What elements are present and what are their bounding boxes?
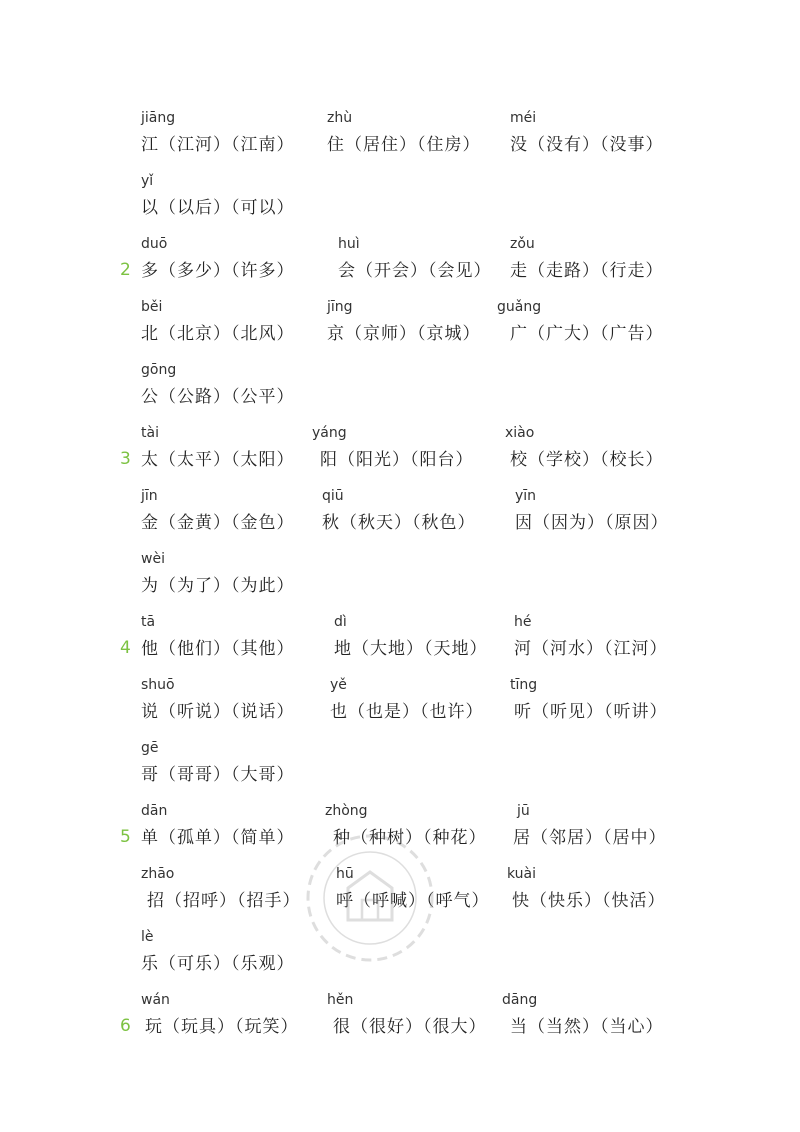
watermark-stamp-icon: [300, 828, 440, 968]
characters: 北（北京）（北风）: [141, 324, 295, 344]
pinyin: tài: [141, 425, 159, 441]
pinyin: jīn: [141, 488, 158, 504]
lesson-number: 5: [120, 827, 131, 847]
characters: 呼（呼喊）（呼气）: [336, 891, 490, 911]
pinyin: yǐ: [141, 173, 154, 189]
row: [0, 740, 800, 800]
row: [0, 425, 800, 485]
pinyin: dì: [334, 614, 347, 630]
characters: 种（种树）（种花）: [333, 828, 487, 848]
characters: 快（快乐）（快活）: [512, 891, 666, 911]
characters: 金（金黄）（金色）: [141, 513, 295, 533]
pinyin: wèi: [141, 551, 165, 567]
characters: 当（当然）（当心）: [510, 1017, 664, 1037]
characters: 说（听说）（说话）: [141, 702, 295, 722]
characters: 广（广大）（广告）: [510, 324, 664, 344]
row: [0, 362, 800, 422]
row: [0, 488, 800, 548]
pinyin: wán: [141, 992, 170, 1008]
characters: 招（招呼）（招手）: [147, 891, 301, 911]
lesson-number: 6: [120, 1016, 131, 1036]
row: [0, 992, 800, 1052]
pinyin: hěn: [327, 992, 354, 1008]
characters: 为（为了）（为此）: [141, 576, 295, 596]
pinyin: zhāo: [141, 866, 175, 882]
pinyin: lè: [141, 929, 154, 945]
characters: 秋（秋天）（秋色）: [322, 513, 476, 533]
characters: 太（太平）（太阳）: [141, 450, 295, 470]
lesson-number: 4: [120, 638, 131, 658]
characters: 地（大地）（天地）: [334, 639, 488, 659]
pinyin: xiào: [505, 425, 535, 441]
characters: 校（学校）（校长）: [510, 450, 664, 470]
characters: 多（多少）（许多）: [141, 261, 295, 281]
characters: 没（没有）（没事）: [510, 135, 664, 155]
row: [0, 173, 800, 233]
characters: 阳（阳光）（阳台）: [320, 450, 474, 470]
pinyin: huì: [338, 236, 360, 252]
pinyin: kuài: [507, 866, 537, 882]
characters: 会（开会）（会见）: [338, 261, 492, 281]
characters: 因（因为）（原因）: [515, 513, 669, 533]
row: [0, 551, 800, 611]
pinyin: zhòng: [325, 803, 368, 819]
pinyin: hé: [514, 614, 532, 630]
characters: 玩（玩具）（玩笑）: [145, 1017, 299, 1037]
pinyin: tīng: [510, 677, 538, 693]
pinyin: hū: [336, 866, 354, 882]
pinyin: méi: [510, 110, 537, 126]
characters: 河（河水）（江河）: [514, 639, 668, 659]
pinyin: gōng: [141, 362, 177, 378]
row: [0, 236, 800, 296]
pinyin: yáng: [312, 425, 347, 441]
pinyin: yīn: [515, 488, 537, 504]
pinyin: gē: [141, 740, 159, 756]
characters: 以（以后）（可以）: [141, 198, 295, 218]
characters: 江（江河）（江南）: [141, 135, 295, 155]
lesson-number: 2: [120, 260, 131, 280]
pinyin: dān: [141, 803, 168, 819]
row: [0, 677, 800, 737]
characters: 走（走路）（行走）: [510, 261, 664, 281]
characters: 住（居住）（住房）: [327, 135, 481, 155]
pinyin: tā: [141, 614, 156, 630]
pinyin: yě: [330, 677, 347, 693]
pinyin: jiāng: [141, 110, 176, 126]
characters: 哥（哥哥）（大哥）: [141, 765, 295, 785]
pinyin: qiū: [322, 488, 344, 504]
pinyin: běi: [141, 299, 163, 315]
characters: 公（公路）（公平）: [141, 387, 295, 407]
pinyin: jīng: [327, 299, 353, 315]
row: [0, 299, 800, 359]
characters: 也（也是）（也许）: [330, 702, 484, 722]
pinyin: shuō: [141, 677, 175, 693]
characters: 单（孤单）（简单）: [141, 828, 295, 848]
characters: 听（听见）（听讲）: [514, 702, 668, 722]
row: [0, 614, 800, 674]
characters: 居（邻居）（居中）: [513, 828, 667, 848]
pinyin: zhù: [327, 110, 353, 126]
pinyin: jū: [517, 803, 530, 819]
row: [0, 110, 800, 170]
characters: 很（很好）（很大）: [333, 1017, 487, 1037]
characters: 乐（可乐）（乐观）: [141, 954, 295, 974]
pinyin: guǎng: [497, 299, 542, 315]
lesson-number: 3: [120, 449, 131, 469]
characters: 他（他们）（其他）: [141, 639, 295, 659]
pinyin: dāng: [502, 992, 538, 1008]
pinyin: duō: [141, 236, 168, 252]
pinyin: zǒu: [510, 236, 535, 252]
characters: 京（京师）（京城）: [327, 324, 481, 344]
